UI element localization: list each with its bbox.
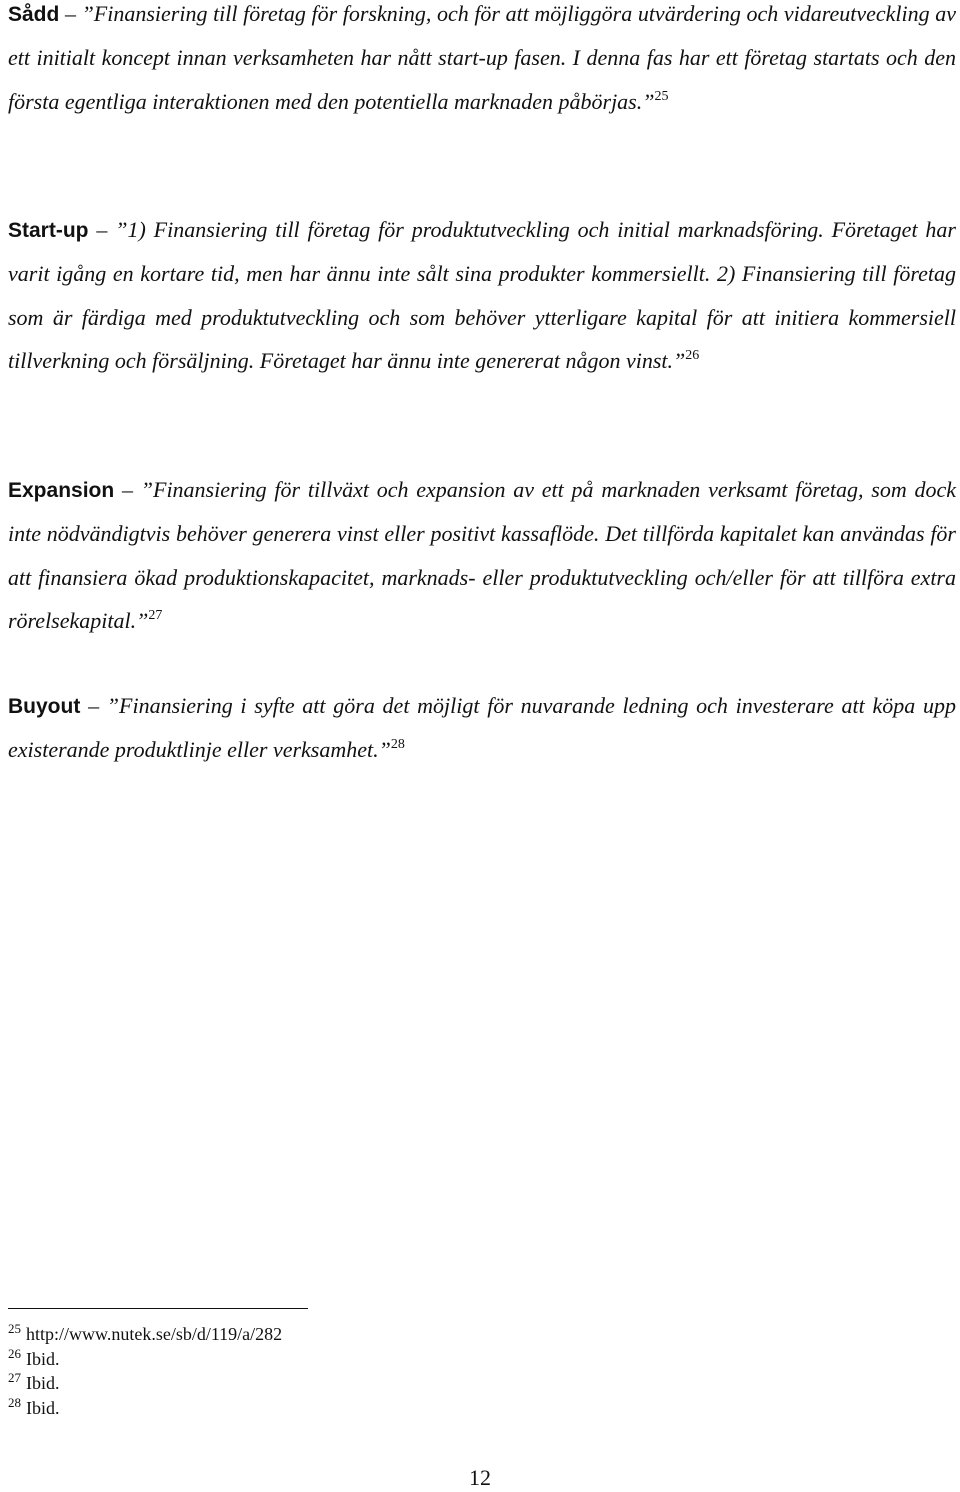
footnote-number: 28 — [8, 1394, 21, 1410]
footnote-text: Ibid. — [26, 1348, 60, 1369]
term-dash: – — [88, 693, 100, 718]
footnote-reference: 27 — [148, 608, 163, 624]
term-dash: – — [96, 217, 108, 242]
definition-text: ”1) Finansiering till företag för produktutveckling och initial marknadsföring. Företaget har varit igång en kortare tid, men har ännu inte sålt sina produkter kommersiellt. 2) Finansiering till företag som är färdiga med produktutveckling och som behöver ytterligare kapital för att initiera kommersiell tillverkning och försäljning. Företaget har ännu inte genererat någon vinst.” — [8, 217, 956, 374]
footnote-item — [8, 1322, 608, 1347]
term-label: Sådd — [8, 3, 60, 26]
term-label: Expansion — [8, 479, 115, 502]
paragraph-expansion — [8, 468, 956, 643]
footnote-separator — [8, 1308, 308, 1309]
footnote-number: 25 — [8, 1321, 21, 1336]
definition-text: ”Finansiering i syfte att göra det möjligt för nuvarande ledning och investerare att köpa upp existerande produktlinje eller verksamhet.” — [8, 693, 956, 763]
definition-text: ”Finansiering till företag för forskning, och för att möjliggöra utvärdering och vidareutveckling av ett initialt koncept innan verksamheten har nått start-up fasen. I denna fas har ett företag startats och den första egentliga interaktionen med den potentiella marknaden påbörjas.” — [8, 1, 956, 114]
footnote-link[interactable]: http://www.nutek.se/sb/d/119/a/282 — [26, 1324, 283, 1344]
term-dash: – — [64, 1, 76, 26]
paragraph-start-up — [8, 208, 956, 383]
paragraph-buyout — [8, 684, 956, 772]
footnote-reference: 25 — [654, 88, 669, 104]
term-label: Buyout — [8, 695, 81, 718]
footnotes-list — [8, 1322, 608, 1420]
footnote-reference: 28 — [390, 737, 405, 753]
footnote-item — [8, 1371, 608, 1396]
definition-text: ”Finansiering för tillväxt och expansion av ett på marknaden verksamt företag, som dock inte nödvändigtvis behöver generera vinst eller positivt kassaflöde. Det tillförda kapitalet kan användas för att finansiera ökad produktionskapacitet, marknads- eller produktutveckling och/eller för att tillföra extra rörelsekapital.” — [8, 477, 957, 634]
footnote-reference: 26 — [685, 348, 700, 364]
page-number: 12 — [469, 1465, 491, 1490]
paragraph-sadd — [8, 0, 956, 123]
footnote-item — [8, 1396, 608, 1421]
footnote-number: 27 — [8, 1370, 21, 1385]
term-label: Start-up — [8, 219, 89, 242]
footnote-number: 26 — [8, 1345, 21, 1361]
footnote-text: Ibid. — [26, 1397, 60, 1418]
footnote-item — [8, 1347, 608, 1372]
term-dash: – — [121, 477, 133, 502]
footnote-text: Ibid. — [26, 1373, 60, 1393]
